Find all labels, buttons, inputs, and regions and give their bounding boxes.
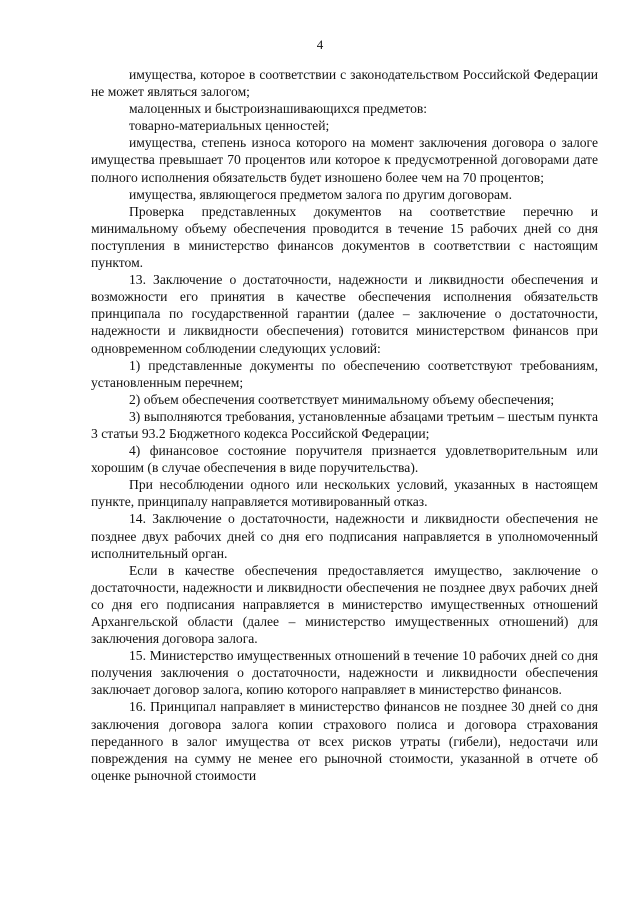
- paragraph: 3) выполняются требования, установленные абзацами третьим – шестым пункта 3 статьи 93.2 Бюджетного кодекса Российской Федерации;: [91, 408, 598, 441]
- paragraph: имущества, являющегося предметом залога по другим договорам.: [129, 186, 513, 202]
- paragraph: 2) объем обеспечения соответствует минимальному объему обеспечения;: [129, 391, 555, 407]
- paragraph: 16. Принципал направляет в министерство финансов не позднее 30 дней со дня заключения договора залога копии страхового полиса и договора страхования переданного в залог имущества от всех рисков утраты (гибели), недостачи или повреждения на сумму не менее его рыночной стоимости, указанной в отчете об оценке рыночной стоимости: [91, 699, 598, 783]
- paragraph: имущества, которое в соответствии с законодательством Российской Федерации не может являться залогом;: [91, 67, 598, 100]
- paragraph: 4) финансовое состояние поручителя признается удовлетворительным или хорошим (в случае обеспечения в виде поручительства).: [91, 443, 598, 476]
- paragraph: 15. Министерство имущественных отношений в течение 10 рабочих дней со дня получения заключения о достаточности, надежности и ликвидности обеспечения заключает договор залога, копию которого направляет в министерство финансов.: [91, 648, 598, 698]
- paragraph: товарно-материальных ценностей;: [129, 118, 330, 134]
- paragraph: 14. Заключение о достаточности, надежности и ликвидности обеспечения не позднее двух рабочих дней со дня его подписания направляется в уполномоченный исполнительный орган.: [91, 511, 598, 561]
- paragraph: малоценных и быстроизнашивающихся предметов:: [129, 101, 428, 117]
- paragraph: Проверка представленных документов на соответствие перечню и минимальному объему обеспечения проводится в течение 15 рабочих дней со дня поступления в министерство финансов документов в соответствии с настоящим пунктом.: [91, 203, 598, 271]
- page-number: 4: [316, 37, 324, 52]
- paragraph: имущества, степень износа которого на момент заключения договора о залоге имущества превышает 70 процентов или которое к предусмотренной договорами дате полного исполнения обязательств будет изношено более чем на 70 процентов;: [91, 135, 598, 185]
- paragraph: При несоблюдении одного или нескольких условий, указанных в настоящем пункте, принципалу направляется мотивированный отказ.: [91, 477, 598, 510]
- paragraph: 13. Заключение о достаточности, надежности и ликвидности обеспечения и возможности его принятия в качестве обеспечения исполнения обязательств принципала по государственной гарантии (далее – заключение о достаточности, надежности и ликвидности обеспечения) готовится министерством финансов при одновременном соблюдении следующих условий:: [91, 272, 598, 356]
- paragraph: Если в качестве обеспечения предоставляется имущество, заключение о достаточности, надежности и ликвидности обеспечения не позднее двух рабочих дней со дня его подписания направляется в министерство имущественных отношений Архангельской области (далее – министерство имущественных отношений) для заключения договора залога.: [91, 562, 598, 647]
- document-body: [91, 66, 598, 784]
- paragraph: 1) представленные документы по обеспечению соответствуют требованиям, установленным перечнем;: [91, 357, 598, 390]
